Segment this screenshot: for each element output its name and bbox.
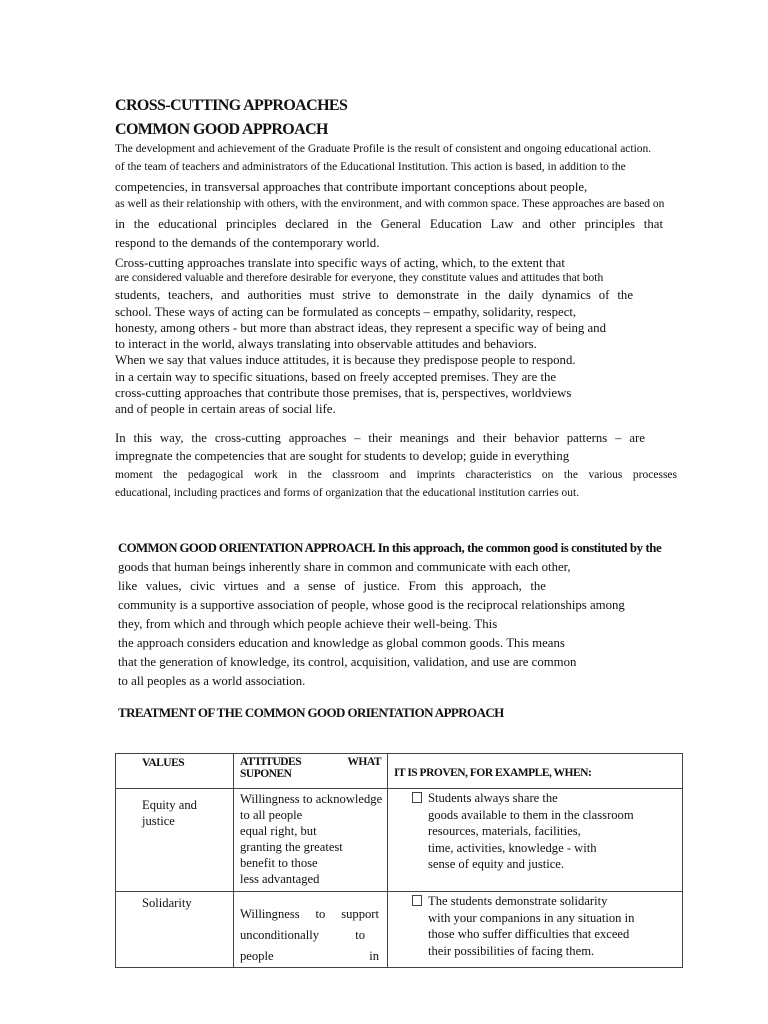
attitude-text: Willingness to acknowledge [240,792,383,806]
attitude-cell [234,789,388,892]
text-line: impregnate the competencies that are sought for students to develop; guide in everything [115,449,570,463]
attitude-text: support [341,907,379,921]
text-line: school. These ways of acting can be formulated as concepts – empathy, solidarity, respect, [115,305,577,319]
proof-text: goods available to them in the classroom [428,807,634,822]
proof-cell [388,892,683,968]
text-line: cross-cutting approaches that contribute those premises, that is, perspectives, worldviews [115,386,572,400]
checkbox-bullet-icon [412,792,422,803]
text-line: of the team of teachers and administrators of the Educational Institution. This action is based, in addition to the [115,161,626,173]
proof-text: their possibilities of facing them. [428,943,595,958]
attitude-text: benefit to those [240,856,318,870]
orientation-lead [118,541,661,556]
header-values: VALUES [116,754,234,789]
value-cell [116,789,234,892]
text-line: honesty, among others - but more than abstract ideas, they represent a specific way of being and [115,321,606,335]
attitude-text: equal right, but [240,824,317,838]
proof-text: resources, materials, facilities, [428,824,581,838]
proof-text: time, activities, knowledge - with [428,840,597,855]
header-proof: IT IS PROVEN, FOR EXAMPLE, WHEN: [388,754,683,789]
text-line: The development and achievement of the Graduate Profile is the result of consistent and ongoing educational action. [115,143,652,155]
value-cell [116,892,234,968]
text-line: students, teachers, and authorities must strive to demonstrate in the daily dynamics of the [115,288,633,302]
text-line: as well as their relationship with others, with the environment, and with common space. These approaches are based on [115,198,665,210]
attitude-text: less advantaged [240,872,320,886]
attitude-text: unconditionally [240,928,320,942]
text-line: they, from which and through which people achieve their well-being. This [118,617,498,631]
proof-text: those who suffer difficulties that exceed [428,927,630,941]
text-line: respond to the demands of the contemporary world. [115,236,380,250]
attitude-text: to [355,928,365,942]
proof-text: Students always share the [428,791,558,805]
orientation-lead-bold: COMMON GOOD ORIENTATION APPROACH. [118,541,375,555]
text-line: to all peoples as a world association. [118,674,306,688]
section-subtitle: COMMON GOOD APPROACH [115,121,328,138]
text-line: in a certain way to specific situations, based on freely accepted premises. They are the [115,370,557,384]
header-suponen-word: SUPONEN [240,768,292,780]
text-line: in the educational principles declared in the General Education Law and other principles that [115,217,663,231]
header-attitudes [234,754,388,789]
table-row [116,789,683,892]
text-line: to interact in the world, always translating into observable attitudes and behaviors. [115,337,537,351]
attitude-text: people [240,949,274,963]
text-line: the approach considers education and knowledge as global common goods. This means [118,636,565,650]
text-line: community is a supportive association of people, whose good is the reciprocal relationships among [118,598,625,612]
text-line: In this way, the cross-cutting approaches – their meanings and their behavior patterns – are [115,431,645,445]
orientation-lead-rest: In this approach, the common good is constituted by the [375,541,662,555]
attitude-text: in [369,949,379,963]
text-line: When we say that values induce attitudes, it is because they predispose people to respond. [115,353,576,367]
text-line: like values, civic virtues and a sense of justice. From this approach, the [118,579,546,593]
attitude-cell [234,892,388,968]
header-what-word: WHAT [347,756,381,768]
value-text: Equity and [142,798,197,812]
header-attitudes-word: ATTITUDES [240,756,302,768]
attitude-text: granting the greatest [240,840,343,854]
proof-text: The students demonstrate solidarity [428,894,608,908]
section-title: CROSS-CUTTING APPROACHES [115,97,348,114]
table-header-row [116,754,683,789]
text-line: Cross-cutting approaches translate into specific ways of acting, which, to the extent that [115,256,565,270]
table-row [116,892,683,968]
text-line: moment the pedagogical work in the classroom and imprints characteristics on the various processes [115,469,677,481]
text-line: and of people in certain areas of social life. [115,402,336,416]
proof-text: with your companions in any situation in [428,910,635,925]
text-line: goods that human beings inherently share in common and communicate with each other, [118,560,571,574]
proof-cell [388,789,683,892]
text-line: competencies, in transversal approaches that contribute important conceptions about people, [115,180,588,194]
text-line: are considered valuable and therefore desirable for everyone, they constitute values and attitudes that both [115,272,604,284]
value-text: Solidarity [142,896,192,910]
value-text: justice [142,814,175,828]
proof-text: sense of equity and justice. [428,857,565,871]
text-line: that the generation of knowledge, its control, acquisition, validation, and use are common [118,655,577,669]
attitude-text: Willingness [240,907,300,921]
attitude-text: to [315,907,326,921]
values-table [115,753,683,968]
treatment-heading: TREATMENT OF THE COMMON GOOD ORIENTATION APPROACH [118,705,504,720]
attitude-text: to all people [240,808,303,822]
checkbox-bullet-icon [412,895,422,906]
text-line: educational, including practices and forms of organization that the educational institution carries out. [115,487,580,499]
